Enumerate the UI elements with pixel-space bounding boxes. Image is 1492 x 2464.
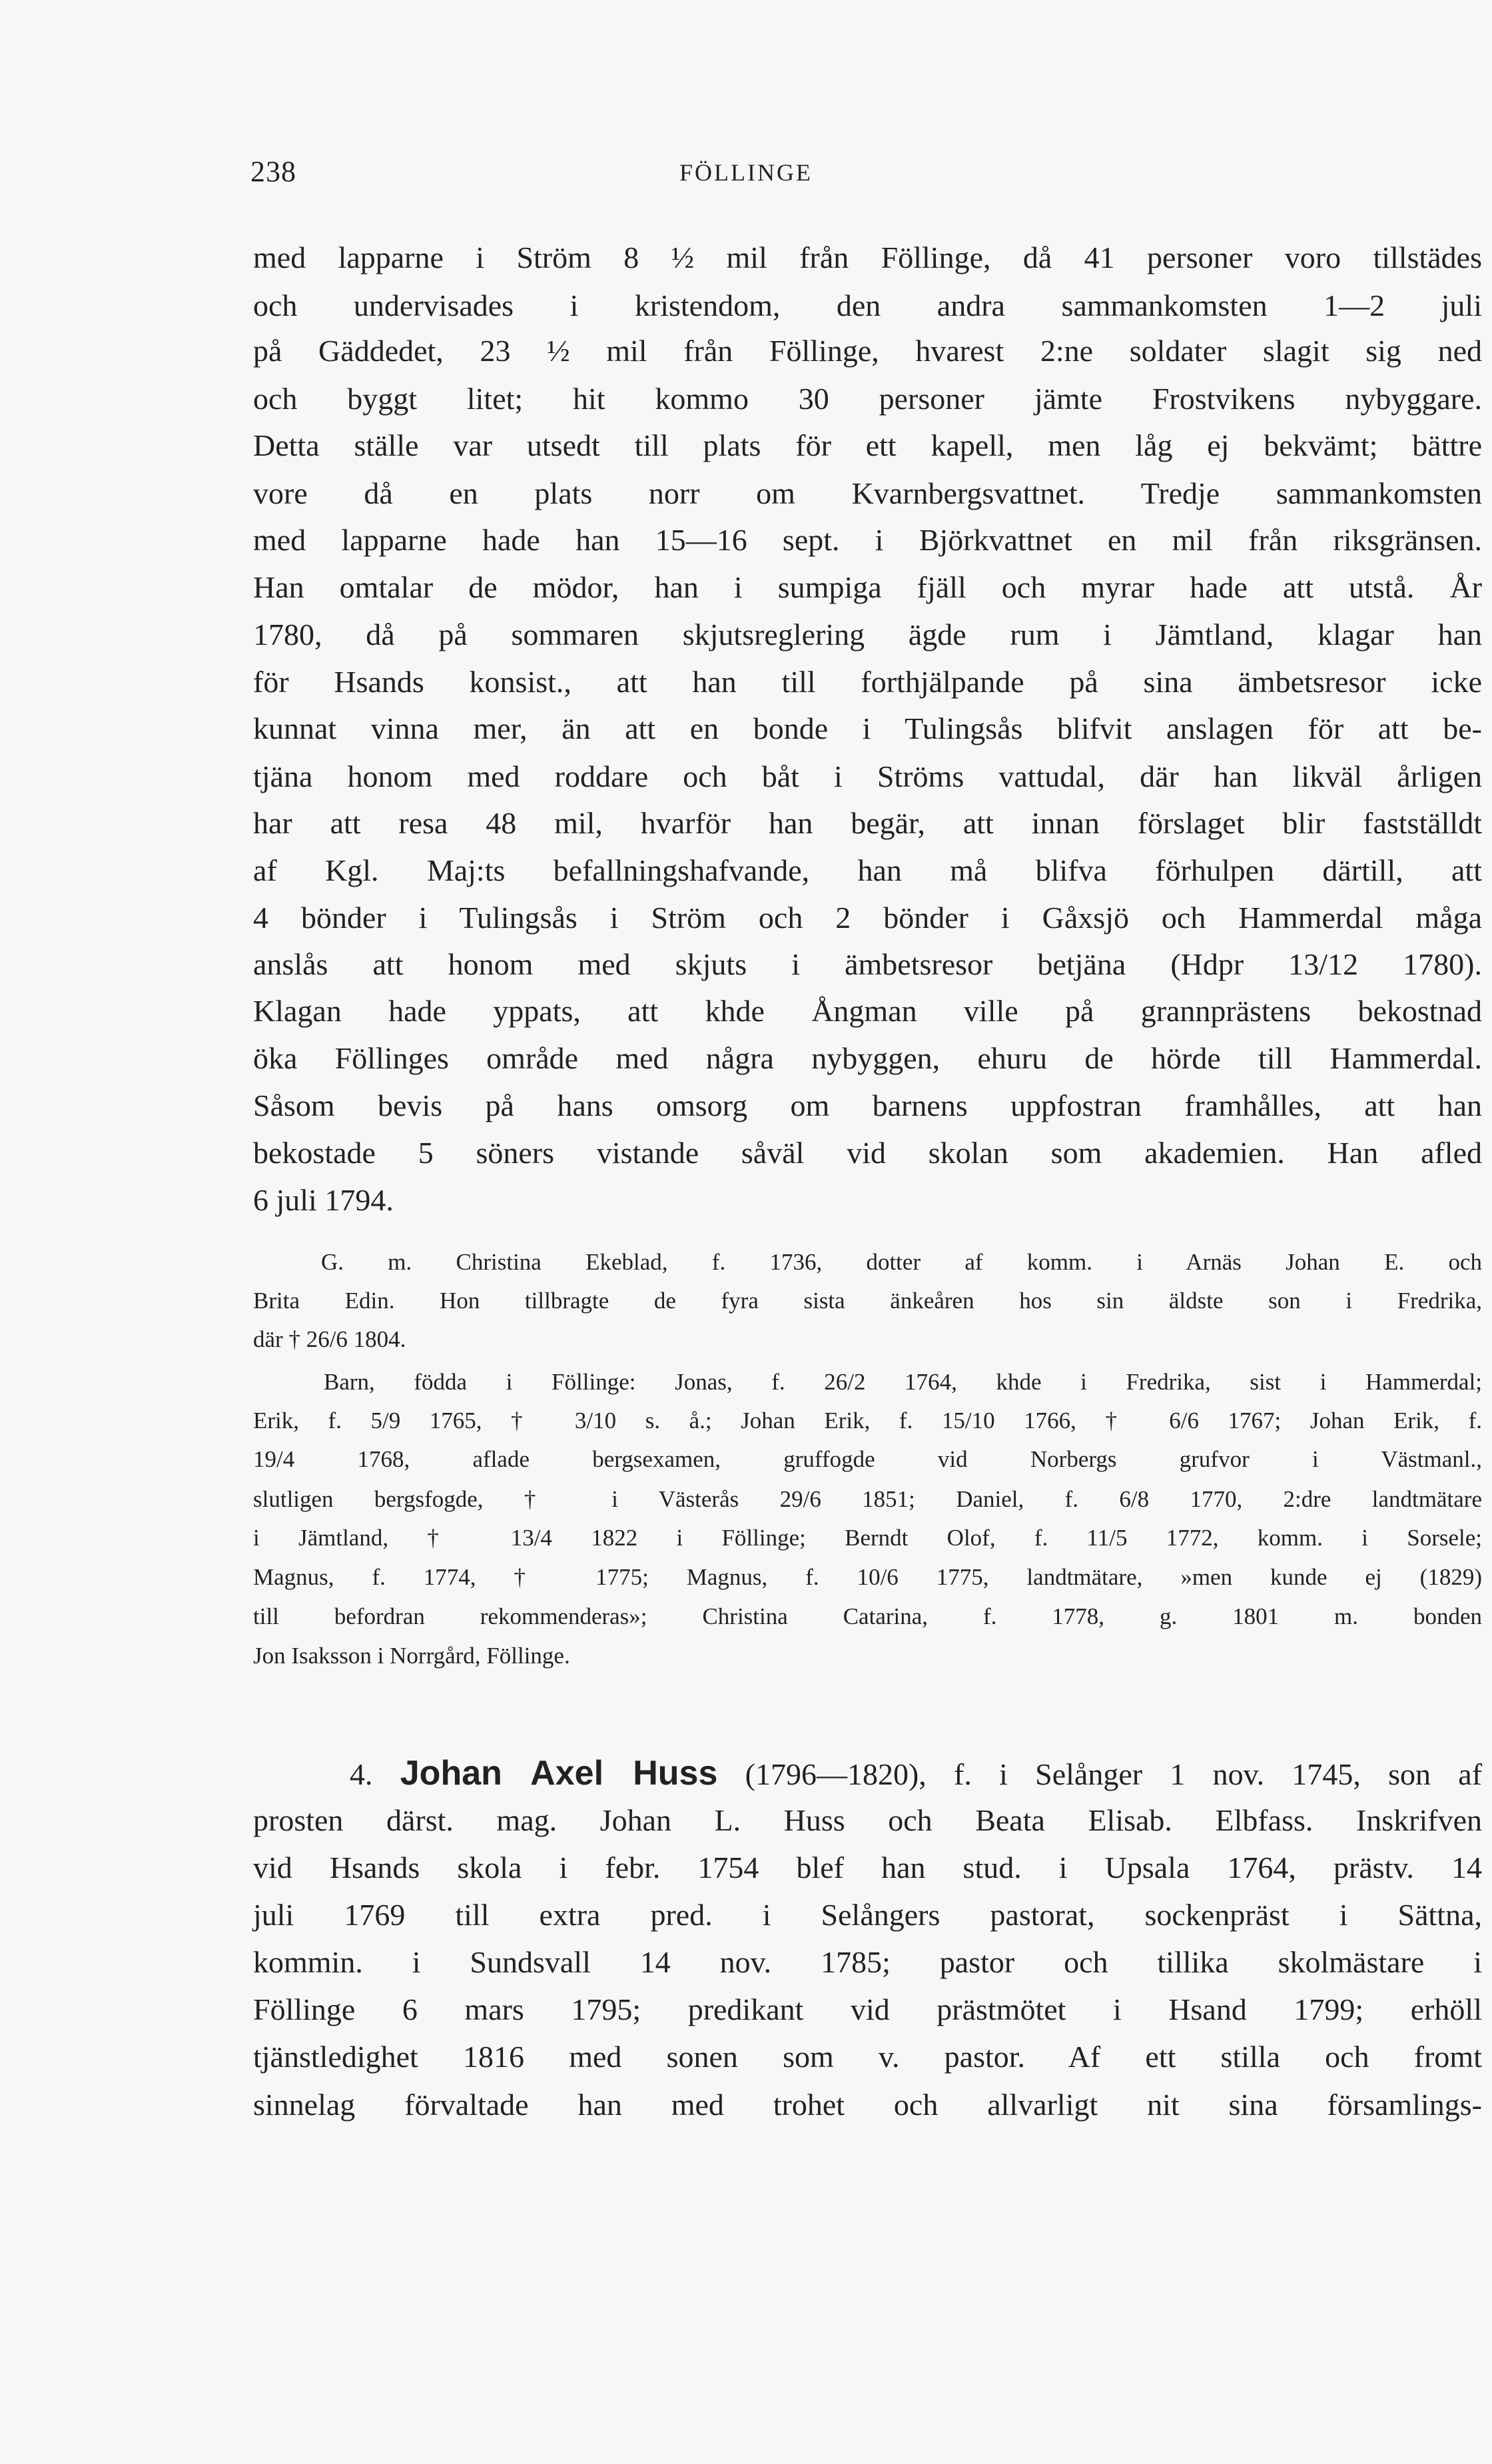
text-line: bekostade 5 söners vistande såväl vid skolan som akademien. Han afled bbox=[253, 1136, 1482, 1170]
text-line: 4 bönder i Tulingsås i Ström och 2 bönder i Gåxsjö och Hammerdal måga bbox=[253, 901, 1482, 935]
text-line: Han omtalar de mödor, han i sumpiga fjäll och myrar hade att utstå. År bbox=[253, 570, 1482, 604]
note-line: i Jämtland, † 13/4 1822 i Föllinge; Berndt Olof, f. 11/5 1772, komm. i Sorsele; bbox=[253, 1525, 1482, 1551]
text-line: kommin. i Sundsvall 14 nov. 1785; pastor och tillika skolmästare i bbox=[253, 1945, 1482, 1979]
text-line: tjäna honom med roddare och båt i Ströms vattudal, där han likväl årligen bbox=[253, 759, 1482, 793]
text-line: tjänstledighet 1816 med sonen som v. pastor. Af ett stilla och fromt bbox=[253, 2040, 1482, 2074]
text-line: på Gäddedet, 23 ½ mil från Föllinge, hvarest 2:ne soldater slagit sig ned bbox=[253, 334, 1482, 368]
text-line: 1780, då på sommaren skjutsreglering ägde rum i Jämtland, klagar han bbox=[253, 617, 1482, 651]
note-line: Magnus, f. 1774, † 1775; Magnus, f. 10/6 1775, landtmätare, »men kunde ej (1829) bbox=[253, 1564, 1482, 1590]
text-line: kunnat vinna mer, än att en bonde i Tulingsås blifvit anslagen för att be- bbox=[253, 711, 1482, 745]
entry-dates: (1796—1820), f. i Selånger 1 nov. 1745, son af bbox=[745, 1757, 1483, 1791]
page-header bbox=[0, 155, 1492, 195]
text-line: med lapparne i Ström 8 ½ mil från Föllinge, då 41 personer voro tillstädes bbox=[253, 240, 1482, 274]
note-line: till befordran rekommenderas»; Christina Catarina, f. 1778, g. 1801 m. bonden bbox=[253, 1603, 1482, 1629]
note-line: Barn, födda i Föllinge: Jonas, f. 26/2 1764, khde i Fredrika, sist i Hammerdal; bbox=[324, 1369, 1482, 1395]
note-line: slutligen bergsfogde, † i Västerås 29/6 1851; Daniel, f. 6/8 1770, 2:dre landtmätare bbox=[253, 1486, 1482, 1512]
note-line: G. m. Christina Ekeblad, f. 1736, dotter af komm. i Arnäs Johan E. och bbox=[321, 1249, 1482, 1275]
note-line: Erik, f. 5/9 1765, † 3/10 s. å.; Johan Erik, f. 15/10 1766, † 6/6 1767; Johan Erik, f. bbox=[253, 1408, 1482, 1434]
text-line: af Kgl. Maj:ts befallningshafvande, han må blifva förhulpen därtill, att bbox=[253, 853, 1482, 887]
text-line: prosten därst. mag. Johan L. Huss och Beata Elisab. Elbfass. Inskrifven bbox=[253, 1803, 1482, 1837]
text-line: sinnelag förvaltade han med trohet och allvarligt nit sina församlings- bbox=[253, 2088, 1482, 2122]
entry-name: Johan Axel Huss bbox=[400, 1754, 718, 1793]
entry-number: 4. bbox=[350, 1757, 373, 1791]
note-line: där † 26/6 1804. bbox=[253, 1326, 406, 1352]
note-line: Jon Isaksson i Norrgård, Föllinge. bbox=[253, 1643, 570, 1669]
text-line: har att resa 48 mil, hvarför han begär, att innan förslaget blir fastställdt bbox=[253, 806, 1482, 840]
text-line: Detta ställe var utsedt till plats för ett kapell, men låg ej bekvämt; bättre bbox=[253, 428, 1482, 462]
note-line: 19/4 1768, aflade bergsexamen, gruffogde vid Norbergs grufvor i Västmanl., bbox=[253, 1446, 1482, 1472]
page-number: 238 bbox=[250, 155, 296, 188]
entry-heading-line bbox=[350, 1753, 1482, 1793]
text-line: Såsom bevis på hans omsorg om barnens uppfostran framhålles, att han bbox=[253, 1088, 1482, 1122]
text-line: Klagan hade yppats, att khde Ångman ville på grannprästens bekostnad bbox=[253, 994, 1482, 1028]
text-line: 6 juli 1794. bbox=[253, 1183, 394, 1217]
text-line: Föllinge 6 mars 1795; predikant vid prästmötet i Hsand 1799; erhöll bbox=[253, 1992, 1482, 2026]
running-head: FÖLLINGE bbox=[679, 159, 813, 186]
text-line: med lapparne hade han 15—16 sept. i Björkvattnet en mil från riksgränsen. bbox=[253, 523, 1482, 557]
note-line: Brita Edin. Hon tillbragte de fyra sista änkeåren hos sin äldste son i Fredrika, bbox=[253, 1288, 1482, 1314]
text-line: och byggt litet; hit kommo 30 personer jämte Frostvikens nybyggare. bbox=[253, 382, 1482, 416]
text-line: juli 1769 till extra pred. i Selångers pastorat, sockenpräst i Sättna, bbox=[253, 1898, 1482, 1932]
text-line: anslås att honom med skjuts i ämbetsresor betjäna (Hdpr 13/12 1780). bbox=[253, 947, 1482, 981]
text-line: öka Föllinges område med några nybyggen, ehuru de hörde till Hammerdal. bbox=[253, 1041, 1482, 1075]
text-line: vore då en plats norr om Kvarnbergsvattnet. Tredje sammankomsten bbox=[253, 476, 1482, 510]
text-line: och undervisades i kristendom, den andra sammankomsten 1—2 juli bbox=[253, 288, 1482, 322]
text-line: för Hsands konsist., att han till forthjälpande på sina ämbetsresor icke bbox=[253, 665, 1482, 699]
text-line: vid Hsands skola i febr. 1754 blef han stud. i Upsala 1764, prästv. 14 bbox=[253, 1850, 1482, 1884]
